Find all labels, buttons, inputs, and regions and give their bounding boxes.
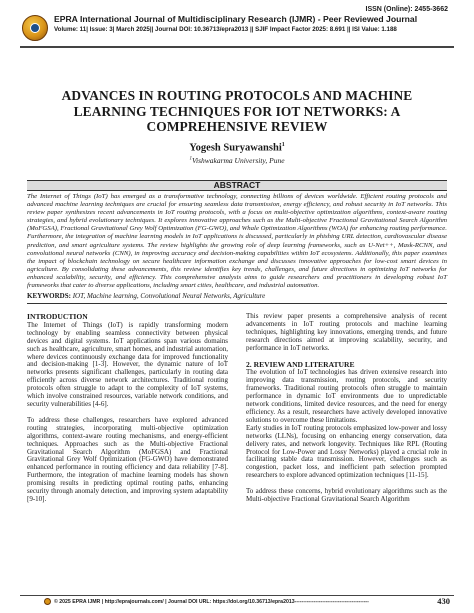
body-paragraph: This review paper presents a comprehensive analysis of recent advancements in IoT routing protocols and machine learning techniques, highlighting key innovations, emerging trends, and future research directions aimed at improving scalability, security, and performance in IoT networks.	[246, 312, 447, 352]
author-superscript: 1	[281, 142, 285, 148]
affiliation	[0, 156, 474, 165]
body-paragraph: Early studies in IoT routing protocols emphasized low-power and lossy networks (LLNs), focusing on enhancing energy conservation, data delivery rates, and network longevity. Techniques like RPL (Routing Protocol for Low-Power and Lossy Networks) played a crucial role in facilitating stable data transmission. However, challenges such as congestion, packet loss, and inefficient path selection prompted researchers to explore advanced optimization techniques [11-15].	[246, 423, 447, 480]
author-name-text: Yogesh Suryawanshi	[189, 142, 282, 154]
abstract-heading: ABSTRACT	[27, 180, 447, 191]
header-divider	[20, 46, 454, 48]
body-paragraph: The Internet of Things (IoT) is rapidly transforming modern technology by enabling seamless connectivity between physical devices and digital systems. IoT applications span various domains such as healthcare, agriculture, smart homes, and industrial automation, where devices continuously exchange data for improved functionality and decision-making [1-3]. However, the dynamic nature of IoT networks presents significant challenges, particularly in routing data efficiently across diverse network architectures. Traditional routing protocols often struggle to adapt to the complexity of IoT systems, which involve constrained resources, variable network conditions, and security vulnerabilities [4-6].	[27, 320, 228, 408]
issn-label: ISSN (Online): 2455-3662	[365, 6, 448, 13]
body-paragraph: The evolution of IoT technologies has driven extensive research into improving data transmission, routing protocols, and security frameworks. Traditional routing protocols often struggle to maintain performance in dynamic IoT environments due to unpredictable network conditions, limited device resources, and the need for energy efficiency. As a result, researchers have actively developed innovative solutions to overcome these limitations.	[246, 368, 447, 424]
affiliation-text: Vishwakarma University, Pune	[191, 156, 285, 165]
keywords-divider	[27, 303, 447, 304]
right-column	[246, 313, 447, 512]
section-heading-introduction: INTRODUCTION	[27, 312, 88, 321]
footer-divider	[20, 595, 454, 596]
title-line: ADVANCES IN ROUTING PROTOCOLS AND MACHINE	[61, 88, 413, 103]
page-number: 430	[437, 596, 450, 606]
title-line: LEARNING TECHNIQUES FOR IOT NETWORKS: A	[73, 103, 401, 119]
journal-meta: Volume: 11| Issue: 3| March 2025|| Journal DOI: 10.36713/epra2013 || SJIF Impact Factor 2025: 8.691 || ISI Value: 1.188	[54, 26, 397, 33]
keywords-label: KEYWORDS:	[27, 292, 71, 300]
keywords	[27, 292, 447, 300]
body-paragraph: To address these concerns, hybrid evolutionary algorithms such as the Multi-objective Fractional Gravitational Search Algorithm	[246, 487, 447, 504]
footer-text: © 2025 EPRA IJMR | http://eprajournals.com/ | Journal DOI URL: https://doi.org/10.36713/epra2013-------------------------------------------	[54, 599, 369, 605]
author-name	[0, 142, 474, 154]
left-column	[27, 313, 228, 512]
journal-name: EPRA International Journal of Multidisciplinary Research (IJMR) - Peer Reviewed Journal	[54, 14, 418, 24]
footer-logo-icon	[44, 598, 51, 605]
journal-logo-icon	[22, 15, 48, 41]
body-paragraph: To address these challenges, researchers have explored advanced routing strategies, incorporating multi-objective optimization algorithms, context-aware routing mechanisms, and energy-efficient techniques. Approaches such as the Multi-objective Fractional Gravitational Search Algorithm (MoFGSA) and Fractional Gravitational Grey Wolf Optimization (FG-GWO) have demonstrated enhanced performance in routing efficiency and data reliability [7-8]. Furthermore, the integration of machine learning models has shown promising results in predicting optimal routing paths, enhancing security through anomaly detection, and improving system adaptability [9-10].	[27, 415, 228, 503]
page-footer	[20, 598, 454, 608]
section-heading-review: 2. REVIEW AND LITERATURE	[246, 359, 355, 369]
paper-title	[20, 88, 454, 135]
keywords-text: IOT, Machine learning, Convolutional Neural Networks, Agriculture	[72, 292, 266, 300]
abstract-text: The Internet of Things (IoT) has emerged as a transformative technology, connecting billions of devices worldwide. Efficient routing protocols and advanced machine learning techniques are crucial for ensuring seamless data transmission, energy efficiency, and robust security in IoT networks. This review paper synthesizes recent advancements in IoT routing protocols, with a focus on multi-objective optimization algorithms, context-aware routing strategies, and hybrid evolutionary techniques. It explores innovative approaches such as the Multi-objective Fractional Gravitational Search Algorithm (MoFGSA), Fractional Gravitational Grey Wolf Optimization (FG-GWO), and Whale Optimization Algorithms (WOA) for enhancing routing performance. Furthermore, the integration of machine learning models in IoT applications is discussed, particularly in phishing URL detection, cardiovascular disease prediction, and smart agriculture systems. The review highlights the growing role of deep learning frameworks, such as U-Net++, Mask-RCNN, and convolutional neural networks (CNN), in improving accuracy and decision-making capabilities within IoT ecosystems. Additionally, this paper examines the impact of blockchain technology on secure healthcare information exchange and discusses innovative approaches for low-cost smart devices in agriculture. By consolidating these advancements, this review identifies key trends, challenges, and future directions in optimizing IoT networks for enhanced scalability, security, and efficiency. This comprehensive analysis aims to guide researchers and practitioners in developing robust IoT frameworks that cater to diverse applications, including smart cities, healthcare, and industrial automation.	[27, 193, 447, 290]
journal-header	[20, 14, 454, 44]
affiliation-superscript: 1	[189, 156, 192, 162]
title-line: COMPREHENSIVE REVIEW	[146, 119, 328, 134]
